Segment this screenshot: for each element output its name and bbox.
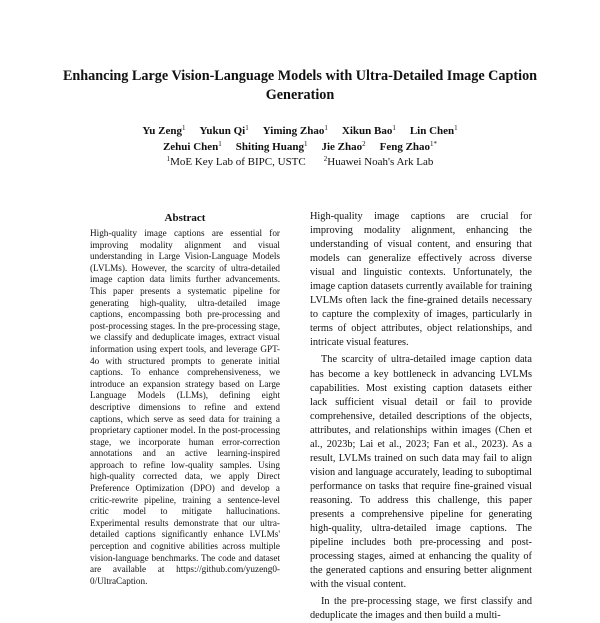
- author-name: Zehui Chen$^1$: [162, 139, 222, 153]
- affiliation: $^1$MoE Key Lab of BIPC, USTC: [166, 155, 306, 168]
- introduction-column: [310, 210, 532, 623]
- author-name: Yiming Zhao$^1$: [262, 124, 328, 137]
- author-name: Feng Zhao$^{1*}$: [379, 139, 438, 153]
- author-name: Jie Zhao$^2$: [321, 139, 366, 153]
- author-name: Lin Chen$^1$: [409, 124, 458, 137]
- author-name: Yukun Qi$^1$: [199, 124, 249, 137]
- author-name: Xikun Bao$^1$: [341, 124, 396, 137]
- affiliation-row: [60, 155, 540, 171]
- paper-title: Enhancing Large Vision-Language Models with Ultra-Detailed Image Caption Generation: [62, 68, 538, 103]
- intro-paragraph-2: The scarcity of ultra-detailed image caption data has become a key bottleneck in advancing LVLMs capabilities. Most existing caption datasets either lack sufficient visual detail or fail to provide comprehensive, detailed descriptions of the objects, attributes, and relationships within images (Chen et al., 2023b; Lai et al., 2023; Fan et al., 2023). As a result, LVLMs trained on such data may fail to align vision and language accurately, leading to suboptimal performance on tasks that require fine-grained visual reasoning. To address this challenge, this paper presents a comprehensive pipeline for generating high-quality, ultra-detailed image captions. The pipeline includes both pre-processing and post-processing stages, aimed at enhancing the quality of the generated captions and ensuring better alignment with the visual content.: [310, 354, 532, 591]
- author-name: Shiting Huang$^1$: [235, 139, 308, 153]
- intro-paragraph-1: High-quality image captions are crucial for improving modality alignment, enhancing the understanding of visual content, and ensuring that models can generalize effectively across diverse visual and linguistic contexts. Unfortunately, the image caption datasets currently available for training LVLMs often lack the fine-grained details necessary to capture the complexity of images, particularly in terms of object attributes, object relationships, and intricate visual features.: [310, 211, 532, 349]
- abstract-heading: Abstract: [164, 212, 206, 224]
- author-row-2: [60, 140, 540, 156]
- abstract-text: High-quality image captions are essential for improving modality alignment and visual understanding in Large Vision-Language Models (LVLMs). However, the scarcity of ultra-detailed image caption data limits further advancements. This paper presents a systematic pipeline for generating high-quality, ultra-detailed image captions, encompassing both pre-processing and post-processing stages. In the pre-processing stage, we classify and deduplicate images, extract visual information using expert tools, and leverage GPT-4o with structured prompts to generate initial captions. To enhance comprehensiveness, we introduce an expansion strategy based on Large Language Models (LLMs), defining eight descriptive dimensions to refine and extend captions, which serve as seed data for training a proprietary captioner model. In the post-processing stage, we incorporate human error-correction annotations and an active learning-inspired approach to refine low-quality samples. Using high-quality corrected data, we apply Direct Preference Optimization (DPO) and develop a critic-rewrite pipeline, training a sentence-level critic model to mitigate hallucinations. Experimental results demonstrate that our ultra-detailed captions significantly enhance LVLMs' perception and cognitive abilities across multiple vision-language benchmarks. The code and dataset are available at https://github.com/yuzeng0-0/UltraCaption.: [90, 228, 280, 586]
- intro-paragraph-3: In the pre-processing stage, we first classify and deduplicate the images and then build a multi-: [310, 596, 532, 622]
- author-name: Yu Zeng$^1$: [142, 124, 186, 137]
- author-block: [60, 124, 540, 171]
- affiliation: $^2$Huawei Noah's Ark Lab: [323, 155, 434, 168]
- author-row-1: [60, 124, 540, 140]
